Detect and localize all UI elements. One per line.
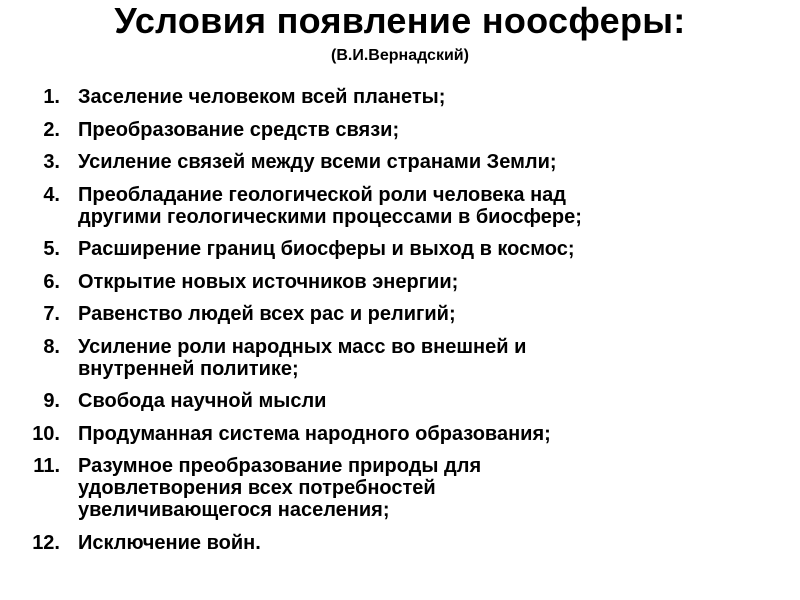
list-item-text: Открытие новых источников энергии;	[78, 270, 459, 293]
list-item	[0, 151, 800, 173]
list-item-number: 11.	[33, 455, 60, 477]
list-item-text: Исключение войн.	[78, 531, 261, 554]
list-item	[0, 184, 800, 228]
list-item	[0, 119, 800, 141]
list-item-number: 6.	[43, 270, 60, 293]
list-item	[0, 303, 800, 325]
list-item-number: 2.	[43, 118, 60, 141]
list-item	[0, 271, 800, 293]
list-item-text: Свобода научной мысли	[78, 390, 327, 412]
list-item	[0, 532, 800, 554]
list-item	[0, 86, 800, 108]
list-item-text: Продуманная система народного образования;	[78, 422, 551, 445]
list-item-text: Заселение человеком всей планеты;	[78, 86, 446, 108]
list-item-number: 9.	[43, 390, 60, 412]
list-item-number: 3.	[43, 151, 60, 173]
list-item-text: Преобразование средств связи;	[78, 118, 400, 141]
list-item-text-line: Преобладание геологической роли человека над	[78, 183, 566, 206]
list-item-number: 12.	[32, 531, 60, 554]
list-item-text-line: другими геологическими процессами в биосфере;	[78, 205, 582, 228]
list-item-text: Расширение границ биосферы и выход в космос;	[78, 238, 575, 260]
conditions-list	[0, 86, 800, 564]
slide-title: Условия появление ноосферы:	[114, 0, 686, 41]
list-item	[0, 423, 800, 445]
list-item	[0, 336, 800, 380]
list-item-text: Равенство людей всех рас и религий;	[78, 303, 456, 325]
list-item-number: 7.	[43, 303, 60, 325]
list-item-number: 8.	[43, 335, 60, 358]
list-item-number: 5.	[43, 238, 60, 260]
list-item-text: Усиление связей между всеми странами Земли;	[78, 151, 557, 173]
list-item	[0, 455, 800, 521]
list-item	[0, 390, 800, 412]
list-item-number: 4.	[43, 183, 60, 206]
list-item-number: 10.	[32, 422, 60, 445]
list-item-number: 1.	[43, 86, 60, 108]
list-item-text-line: Разумное преобразование природы для	[78, 455, 482, 477]
list-item-text-line: увеличивающегося населения;	[78, 499, 390, 521]
list-item-text-line: внутренней политике;	[78, 357, 299, 380]
list-item-text-line: удовлетворения всех потребностей	[78, 477, 436, 499]
list-item-text-line: Усиление роли народных масс во внешней и	[78, 335, 527, 358]
list-item	[0, 238, 800, 260]
slide-subtitle: (В.И.Вернадский)	[331, 47, 469, 64]
